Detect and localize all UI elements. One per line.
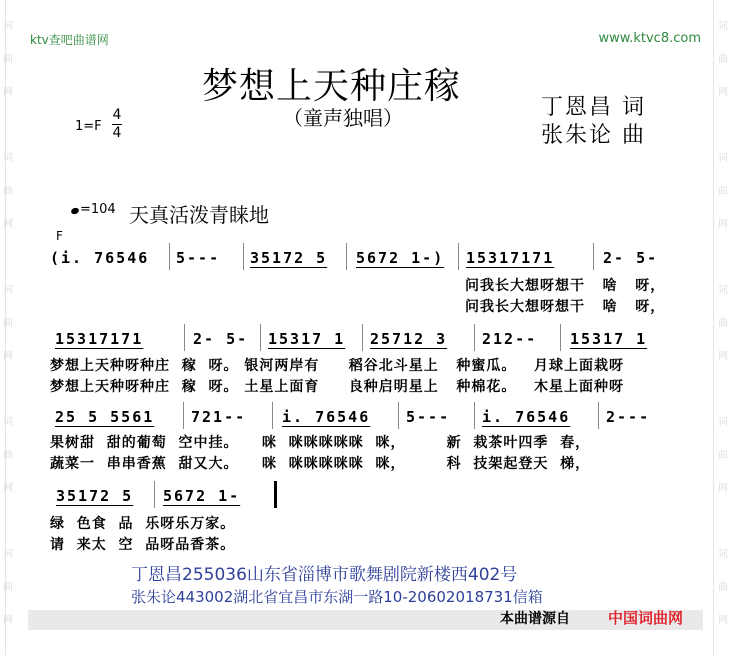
- watermark-site-right: www.ktvc8.com: [598, 31, 701, 46]
- lyric-line: 请 来太 空 品呀品香茶。: [50, 537, 236, 553]
- measure: 25712 3: [370, 330, 448, 348]
- measure: 212--: [482, 330, 538, 348]
- measure: 15317171: [466, 249, 555, 267]
- composer-credit: 张朱论 曲: [541, 123, 646, 148]
- time-sig-top: 4: [112, 107, 122, 123]
- tempo-value: =104: [80, 202, 116, 217]
- key-signature: 1=F: [75, 119, 102, 134]
- measure: 15317 1: [268, 330, 346, 348]
- footer-bar: [28, 610, 703, 630]
- measure: 2- 5-: [603, 249, 659, 267]
- song-subtitle: （童声独唱）: [283, 106, 403, 130]
- lyric-line: 蔬菜一 串串香蕉 甜又大。 咪 咪咪咪咪咪 咪， 科 技架起登天 梯，: [50, 456, 591, 472]
- lyric-line: 绿 色食 品 乐呀乐万家。: [50, 516, 236, 532]
- footer-source-label: 本曲谱源自: [500, 611, 570, 627]
- quarter-note-icon: [70, 207, 80, 215]
- measure: 5672 1-: [163, 487, 241, 505]
- notation-row-3: [50, 408, 660, 432]
- expression-marking: 天真活泼青睐地: [129, 203, 269, 227]
- lyric-line: 梦想上天种呀种庄 稼 呀。 银河两岸有 稻谷北斗星上 种蜜瓜。 月球上面栽呀: [50, 358, 624, 374]
- measure: (i. 76546: [50, 249, 150, 267]
- left-edge-watermark: 词 曲 网 词 曲 网 词 曲 网 词 曲 网 词 曲 网: [3, 21, 13, 626]
- notation-row-1: [50, 249, 660, 273]
- lyric-line: 梦想上天种呀种庄 稼 呀。 土星上面育 良种启明星上 种棉花。 木星上面种呀: [50, 379, 624, 395]
- watermark-site-left: ktv查吧曲谱网: [30, 33, 109, 47]
- measure: 15317171: [55, 330, 144, 348]
- right-edge-line: [713, 0, 714, 655]
- tempo-marking: [71, 202, 116, 217]
- measure: 721--: [191, 408, 247, 426]
- key-mark-f: F: [56, 229, 63, 243]
- lyricist-credit: 丁恩昌 词: [541, 95, 646, 120]
- notation-row-2: [50, 330, 660, 354]
- time-signature: [110, 108, 124, 141]
- lyric-line: 问我长大想呀想干 啥 呀，: [465, 278, 666, 294]
- composer-address: 张朱论443002湖北省宜昌市东湖一路10-20602018731信箱: [131, 588, 543, 606]
- lyric-line: 果树甜 甜的葡萄 空中挂。 咪 咪咪咪咪咪 咪， 新 栽茶叶四季 春，: [50, 435, 591, 451]
- measure: 15317 1: [570, 330, 648, 348]
- measure: 25 5 5561: [55, 408, 155, 426]
- lyricist-address: 丁恩昌255036山东省淄博市歌舞剧院新楼西402号: [131, 565, 518, 585]
- measure: 2---: [606, 408, 651, 426]
- measure: 35172 5: [56, 487, 134, 505]
- song-title: 梦想上天种庄稼: [202, 66, 462, 107]
- measure: 5---: [406, 408, 451, 426]
- measure: 35172 5: [250, 249, 328, 267]
- measure: 5---: [176, 249, 221, 267]
- measure: 2- 5-: [193, 330, 249, 348]
- right-edge-watermark: 词 曲 网 词 曲 网 词 曲 网 词 曲 网 词 曲 网: [718, 21, 728, 626]
- lyric-line: 问我长大想呀想干 啥 呀，: [465, 299, 666, 315]
- time-sig-bottom: 4: [112, 125, 122, 141]
- footer-brand-link[interactable]: 中国词曲网: [608, 609, 684, 627]
- measure: 5672 1-): [356, 249, 445, 267]
- measure: i. 76546: [482, 408, 571, 426]
- notation-row-4: [50, 487, 660, 511]
- measure: i. 76546: [282, 408, 371, 426]
